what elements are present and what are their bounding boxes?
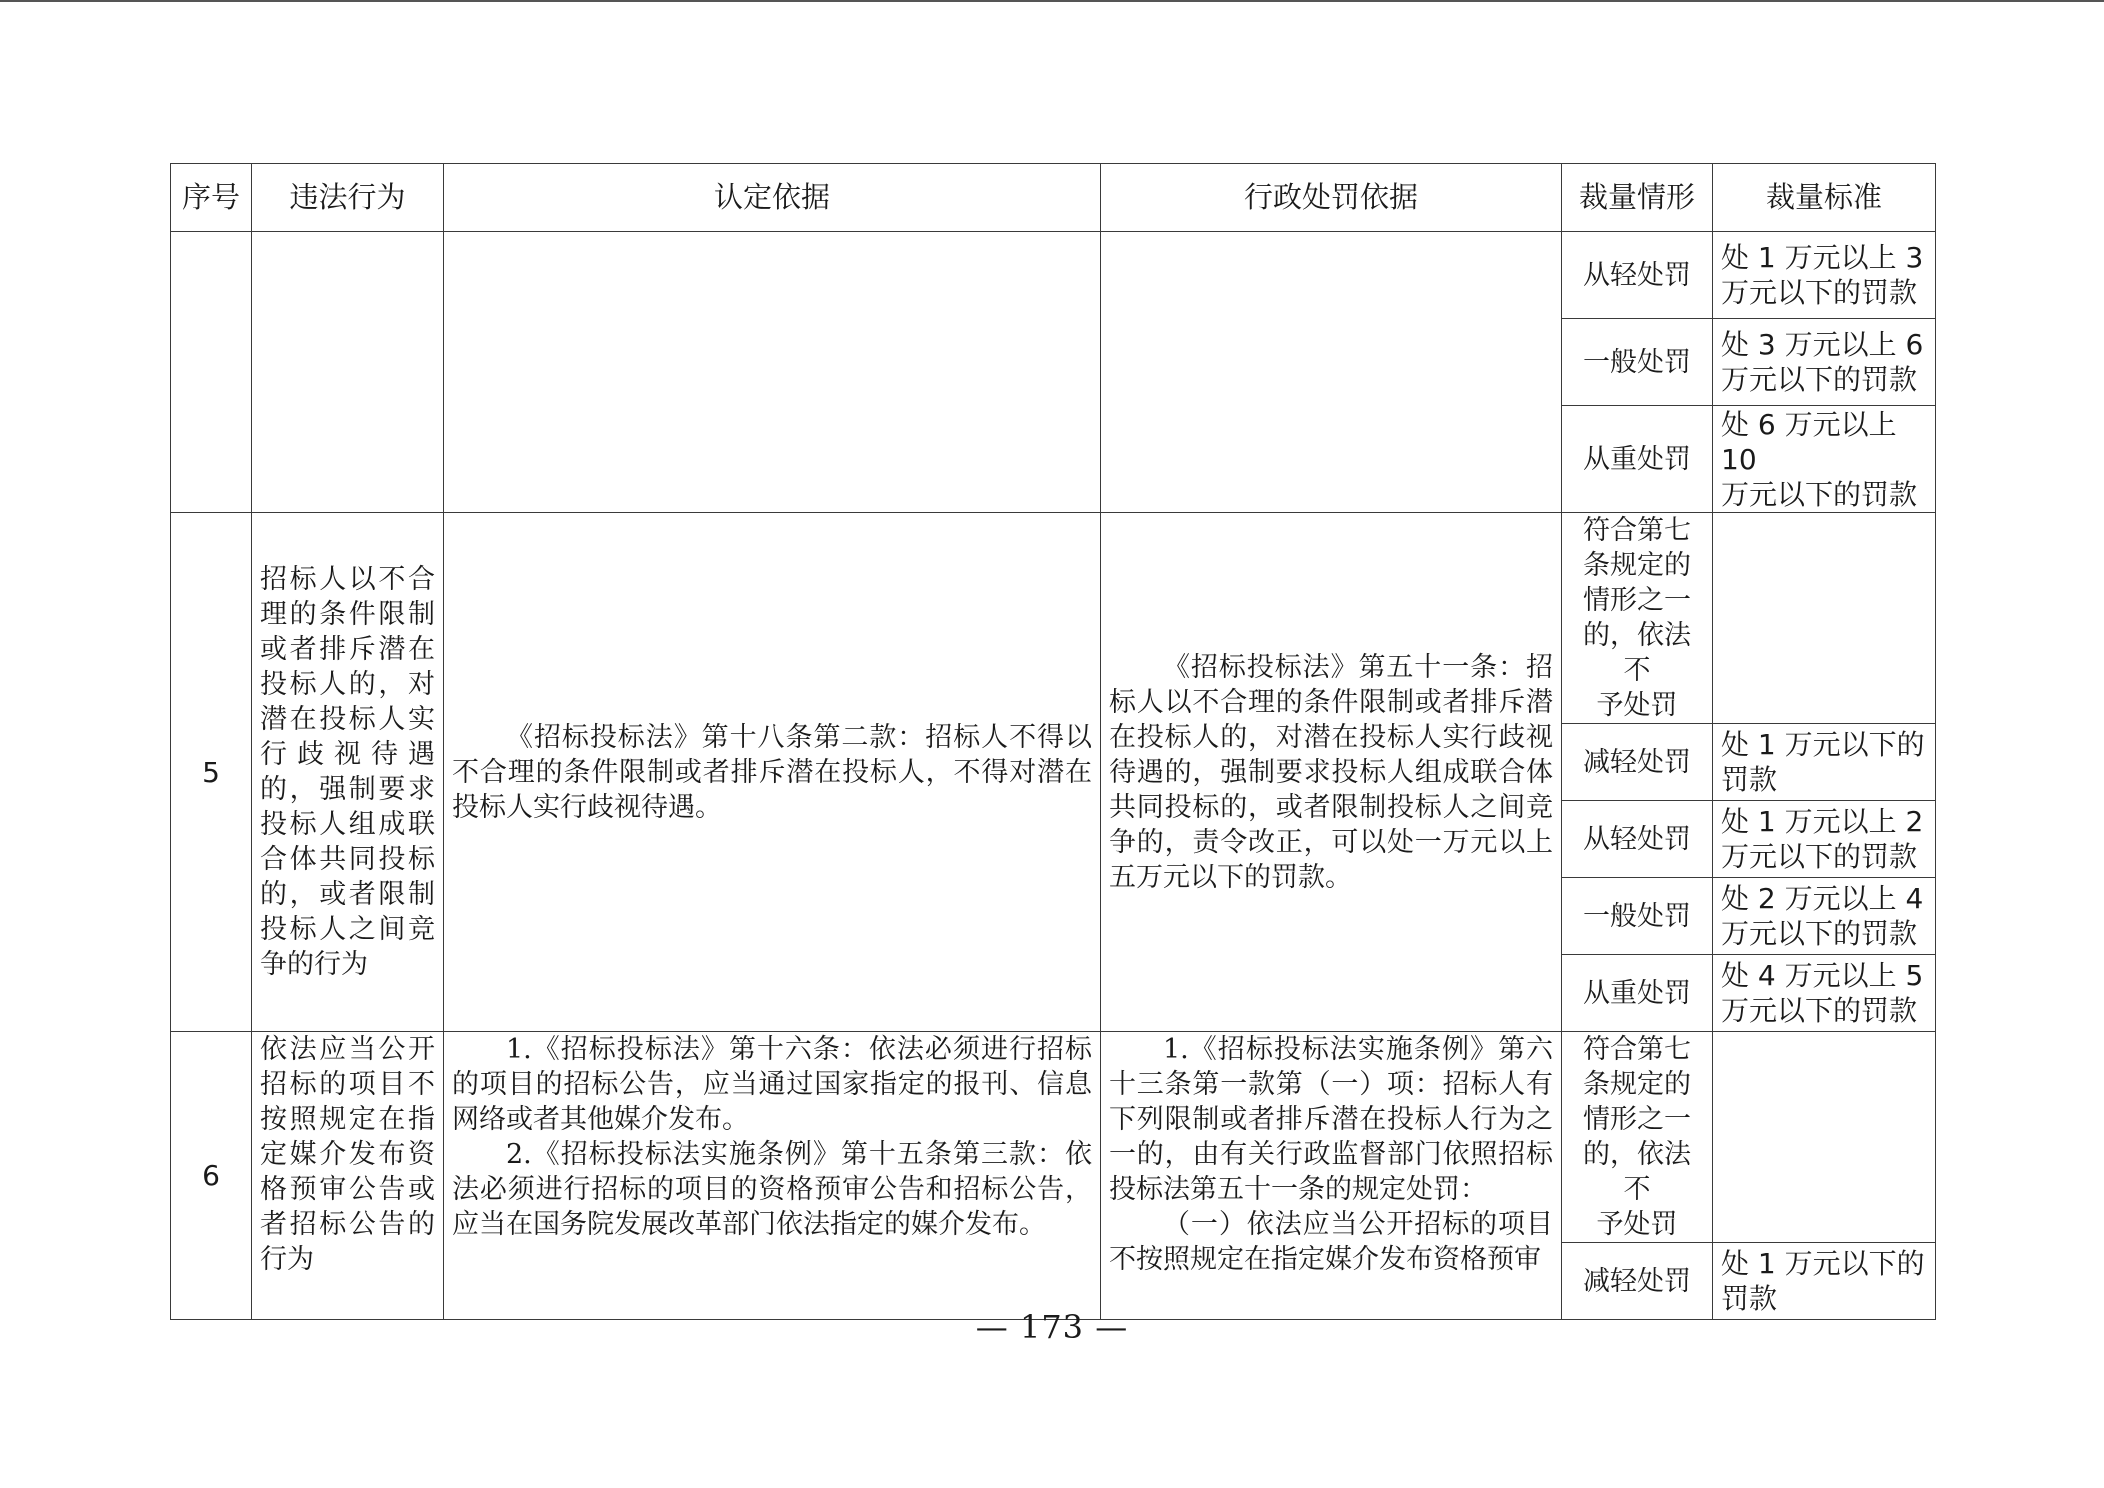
table-row bbox=[171, 1032, 1936, 1243]
header-basis: 认定依据 bbox=[444, 164, 1101, 232]
situation-cell: 符合第七 条规定的 情形之一 的，依法不 予处罚 bbox=[1562, 1032, 1713, 1243]
seq-cell: 5 bbox=[171, 513, 252, 1032]
table-header-row bbox=[171, 164, 1936, 232]
penalty-item: （一）依法应当公开招标的项目不按照规定在指定媒介发布资格预审 bbox=[1109, 1209, 1553, 1275]
basis-item: 1.《招标投标法》第十六条：依法必须进行招标的项目的招标公告，应当通过国家指定的报刊、信息网络或者其他媒介发布。 bbox=[452, 1034, 1092, 1135]
basis-cell bbox=[444, 1032, 1101, 1320]
situation-cell: 一般处罚 bbox=[1562, 878, 1713, 955]
standard-cell: 处 1 万元以上 3 万元以下的罚款 bbox=[1713, 232, 1936, 319]
standard-cell: 处 4 万元以上 5 万元以下的罚款 bbox=[1713, 955, 1936, 1032]
header-seq: 序号 bbox=[171, 164, 252, 232]
situation-cell: 从轻处罚 bbox=[1562, 232, 1713, 319]
standard-cell: 处 3 万元以上 6 万元以下的罚款 bbox=[1713, 319, 1936, 406]
standard-cell bbox=[1713, 1032, 1936, 1243]
penalty-basis-cell: 《招标投标法》第五十一条：招标人以不合理的条件限制或者排斥潜在投标人的，对潜在投标人实行歧视待遇的，强制要求投标人组成联合体共同投标的，或者限制投标人之间竞争的，责令改正，可以处一万元以上五万元以下的罚款。 bbox=[1101, 513, 1562, 1032]
header-behavior: 违法行为 bbox=[252, 164, 444, 232]
penalty-basis-cell bbox=[1101, 1032, 1562, 1320]
situation-cell: 减轻处罚 bbox=[1562, 724, 1713, 801]
standard-cell: 处 1 万元以下的 罚款 bbox=[1713, 724, 1936, 801]
standard-cell: 处 1 万元以下的 罚款 bbox=[1713, 1243, 1936, 1320]
seq-cell: 6 bbox=[171, 1032, 252, 1320]
standard-cell: 处 6 万元以上 10 万元以下的罚款 bbox=[1713, 406, 1936, 513]
situation-cell: 减轻处罚 bbox=[1562, 1243, 1713, 1320]
penalty-item: 1.《招标投标法实施条例》第六十三条第一款第（一）项：招标人有下列限制或者排斥潜在投标人行为之一的，由有关行政监督部门依照招标投标法第五十一条的规定处罚： bbox=[1109, 1034, 1553, 1205]
standard-cell bbox=[1713, 513, 1936, 724]
behavior-cell: 依法应当公开招标的项目不按照规定在指定媒介发布资格预审公告或者招标公告的行为 bbox=[252, 1032, 444, 1320]
basis-cell bbox=[444, 232, 1101, 513]
table-row bbox=[171, 513, 1936, 724]
header-penalty-basis: 行政处罚依据 bbox=[1101, 164, 1562, 232]
behavior-cell: 招标人以不合理的条件限制或者排斥潜在投标人的，对潜在投标人实行歧视待遇的，强制要求投标人组成联合体共同投标的，或者限制投标人之间竞争的行为 bbox=[252, 513, 444, 1032]
behavior-cell bbox=[252, 232, 444, 513]
seq-cell bbox=[171, 232, 252, 513]
situation-cell: 符合第七 条规定的 情形之一 的，依法不 予处罚 bbox=[1562, 513, 1713, 724]
standard-cell: 处 2 万元以上 4 万元以下的罚款 bbox=[1713, 878, 1936, 955]
situation-cell: 从重处罚 bbox=[1562, 955, 1713, 1032]
header-standard: 裁量标准 bbox=[1713, 164, 1936, 232]
situation-cell: 从轻处罚 bbox=[1562, 801, 1713, 878]
page-number: — 173 — bbox=[975, 1308, 1129, 1346]
standard-cell: 处 1 万元以上 2 万元以下的罚款 bbox=[1713, 801, 1936, 878]
basis-cell: 《招标投标法》第十八条第二款：招标人不得以不合理的条件限制或者排斥潜在投标人，不得对潜在投标人实行歧视待遇。 bbox=[444, 513, 1101, 1032]
penalty-basis-cell bbox=[1101, 232, 1562, 513]
table-row bbox=[171, 232, 1936, 319]
page-top-edge bbox=[0, 0, 2104, 2]
situation-cell: 一般处罚 bbox=[1562, 319, 1713, 406]
header-situation: 裁量情形 bbox=[1562, 164, 1713, 232]
penalty-discretion-table bbox=[170, 163, 1936, 1320]
basis-item: 2.《招标投标法实施条例》第十五条第三款：依法必须进行招标的项目的资格预审公告和招标公告，应当在国务院发展改革部门依法指定的媒介发布。 bbox=[452, 1139, 1092, 1240]
situation-cell: 从重处罚 bbox=[1562, 406, 1713, 513]
